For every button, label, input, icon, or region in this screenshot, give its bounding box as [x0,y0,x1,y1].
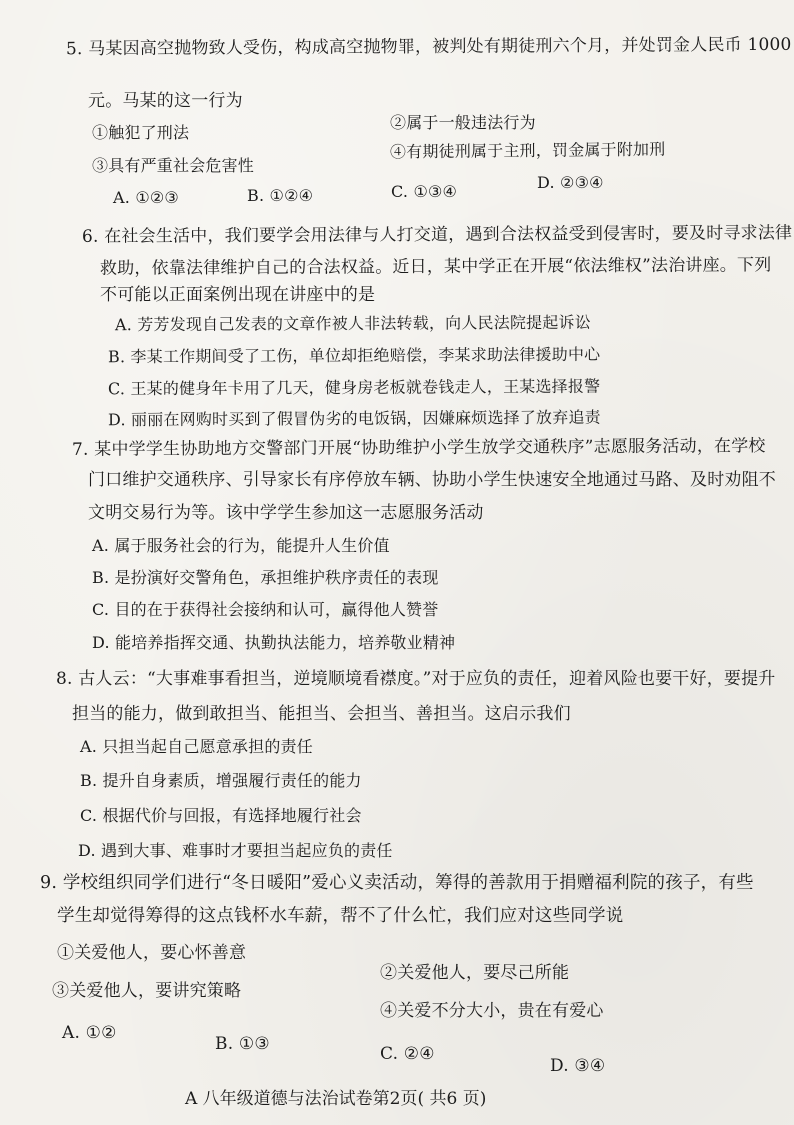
question-8-stem-line-2: 担当的能力，做到敢担当、能担当、会担当、善担当。这启示我们 [72,704,571,724]
question-5-statement-1: ①触犯了刑法 [92,123,190,142]
question-9-statement-3: ③关爱他人，要讲究策略 [52,981,242,1001]
question-9-option-b: B. ①③ [215,1034,270,1054]
question-6-option-d: D. 丽丽在网购时买到了假冒伪劣的电饭锅，因嫌麻烦选择了放弃追责 [107,407,601,430]
question-7-stem-line-2: 门口维护交通秩序、引导家长有序停放车辆、协助小学生快速安全地通过马路、及时劝阻不 [88,470,776,490]
question-5-stem-line-2: 元。马某的这一行为 [88,91,243,111]
question-9-option-c: C. ②④ [380,1044,435,1064]
question-7-option-b: B. 是扮演好交警角色，承担维护秩序责任的表现 [92,568,439,587]
question-7-stem-line-3: 文明交易行为等。该中学学生参加这一志愿服务活动 [88,503,484,523]
question-6-option-a: A. 芳芳发现自己发表的文章作被人非法转载，向人民法院提起诉讼 [114,312,591,335]
question-8-option-d: D. 遇到大事、难事时才要担当起应负的责任 [78,841,393,860]
question-7-option-c: C. 目的在于获得社会接纳和认可，赢得他人赞誉 [92,600,439,619]
question-9-option-d: D. ③④ [550,1056,606,1076]
question-5-option-d: D. ②③④ [537,173,604,192]
question-5-option-c: C. ①③④ [391,182,458,201]
question-6-stem-line-3: 不可能以正面案例出现在讲座中的是 [100,285,376,305]
question-9-statement-4: ④关爱不分大小，贵在有爱心 [380,1001,604,1021]
question-7-option-a: A. 属于服务社会的行为，能提升人生价值 [92,536,390,555]
question-5-statement-4: ④有期徒刑属于主刑，罚金属于附加刑 [389,139,666,162]
question-5-option-a: A. ①②③ [113,188,179,207]
question-9-option-a: A. ①② [62,1023,117,1043]
question-7-stem-line-1: 7. 某中学学生协助地方交警部门开展“协助维护小学生放学交通秩序”志愿服务活动，在学校 [71,436,766,460]
question-6-stem-line-1: 6. 在社会生活中，我们要学会用法律与人打交道，遇到合法权益受到侵害时，要及时寻求法律 [81,223,793,247]
question-9-stem-line-2: 学生却觉得筹得的这点钱杯水车薪，帮不了什么忙，我们应对这些同学说 [57,906,624,926]
question-6-option-c: C. 王某的健身年卡用了几天，健身房老板就卷钱走人，王某选择报警 [107,376,601,399]
page-footer: A 八年级道德与法治试卷第2页( 共6 页) [185,1089,487,1109]
question-7-option-d: D. 能培养指挥交通、执勤执法能力，培养敬业精神 [92,633,456,652]
question-8-option-a: A. 只担当起自己愿意承担的责任 [80,737,313,756]
question-9-statement-2: ②关爱他人，要尽己所能 [380,963,570,983]
question-5-option-b: B. ①②④ [247,186,314,205]
question-5-statement-2: ②属于一般违法行为 [390,113,536,132]
question-6-option-b: B. 李某工作期间受了工伤，单位却拒绝赔偿，李某求助法律援助中心 [107,344,601,367]
question-8-stem-line-1: 8. 古人云：“大事难事看担当，逆境顺境看襟度。”对于应负的责任，迎着风险也要干好，要提升 [56,669,776,689]
question-8-option-c: C. 根据代价与回报，有选择地履行社会 [80,806,362,825]
question-5-statement-3: ③具有严重社会危害性 [92,156,255,175]
question-6-stem-line-2: 救助，依靠法律维护自己的合法权益。近日，某中学正在开展“依法维权”法治讲座。下列 [99,255,772,279]
question-9-statement-1: ①关爱他人，要心怀善意 [57,943,247,963]
question-8-option-b: B. 提升自身素质，增强履行责任的能力 [80,771,362,790]
question-9-stem-line-1: 9. 学校组织同学们进行“冬日暖阳”爱心义卖活动，筹得的善款用于捐赠福利院的孩子，有些 [40,873,754,893]
question-5-stem-line-1: 5. 马某因高空抛物致人受伤，构成高空抛物罪，被判处有期徒刑六个月，并处罚金人民币 1000 [65,34,792,60]
